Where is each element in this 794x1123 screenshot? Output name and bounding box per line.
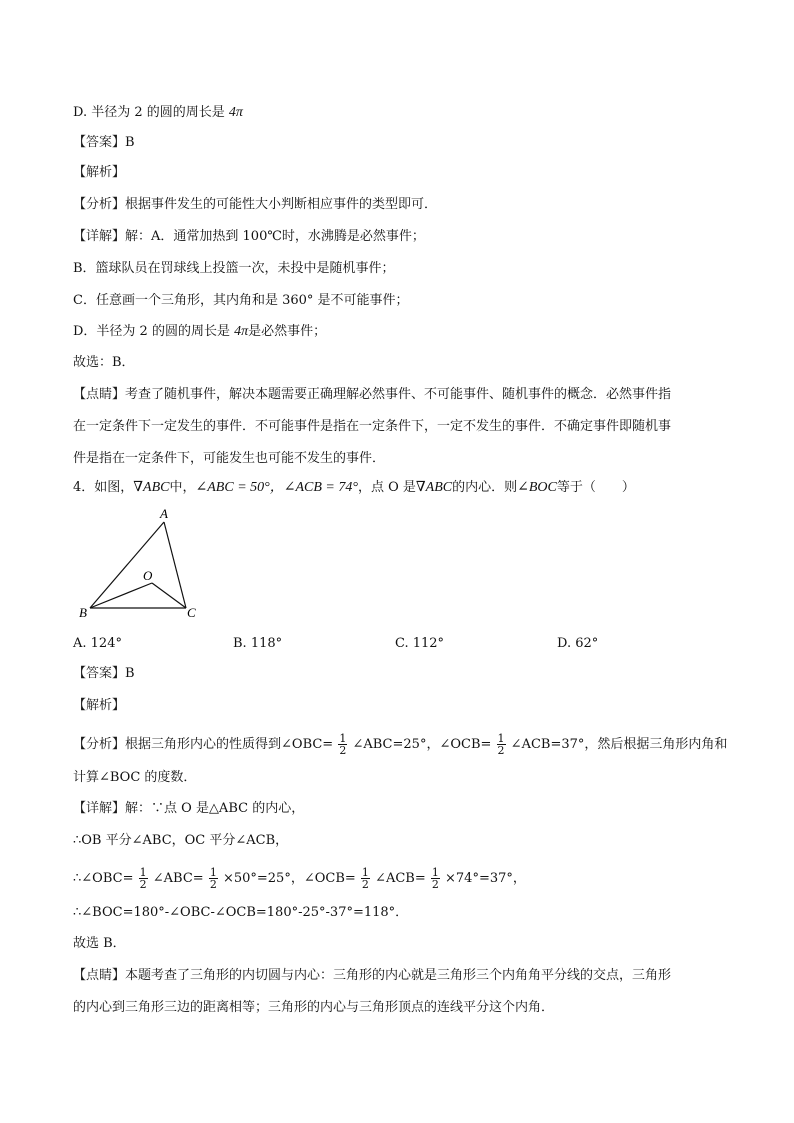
vertex-label-b: B [79,605,87,620]
option-d-line: D. 半径为 2 的圆的周长是 4π [73,105,243,120]
fraction-half: $\frac{1}{2}$ [497,732,505,757]
answer-line: 【答案】B [73,135,135,150]
incenter-label-o: O [143,568,153,583]
q4-fenxi-line: 【分析】根据三角形内心的性质得到∠OBC= $\frac{1}{2}$ ∠ABC=25°，∠OCB= $\frac{1}{2}$ ∠ACB=37°，然后根据三角形内角和 [73,732,728,757]
q4-fenxi-line-2: 计算∠BOC 的度数． [73,770,197,785]
options-row [73,635,633,653]
option-b: B. 118° [233,636,283,651]
q4-jiexi-heading: 【解析】 [73,698,126,713]
q4-choose-line: 故选 B． [73,936,126,951]
dianjing-line-2: 在一定条件下一定发生的事件．不可能事件是指在一定条件下，一定不发生的事件．不确定事件即随机事 [73,419,672,434]
vertex-label-c: C [187,605,196,620]
q4-xiangjie-line: 【详解】解：∵点 O 是△ABC 的内心， [73,801,305,816]
detail-line-d: D．半径为 2 的圆的周长是 4π是必然事件； [73,324,327,339]
option-a: A. 124° [73,636,122,651]
fraction-half: $\frac{1}{2}$ [139,866,147,891]
detail-line-c: C．任意画一个三角形，其内角和是 360° 是不可能事件； [73,293,409,308]
fenxi-line: 【分析】根据事件发生的可能性大小判断相应事件的类型即可． [73,197,438,212]
vertex-label-a: A [160,506,168,521]
q4-dianjing-line-2: 的内心到三角形三边的距离相等；三角形的内心与三角形顶点的连线平分这个内角． [73,1000,555,1015]
detail-line-b: B．篮球队员在罚球线上投篮一次，未投中是随机事件； [73,261,395,276]
dianjing-line-1: 【点睛】考查了随机事件，解决本题需要正确理解必然事件、不可能事件、随机事件的概念．必然事件指 [73,387,672,402]
side-ac [164,522,186,608]
fraction-half: $\frac{1}{2}$ [209,866,217,891]
segment-ob [90,583,152,608]
question-4-stem: 4．如图，∇ABC中，∠ABC = 50°，∠ACB = 74°，点 O 是∇ABC的内心．则∠BOC等于（ ） [73,480,635,495]
q4-detail-line-4: ∴∠BOC=180°-∠OBC-∠OCB=180°-25°-37°=118°． [73,905,409,920]
q4-detail-line-2: ∴OB 平分∠ABC，OC 平分∠ACB， [73,833,289,848]
fraction-half: $\frac{1}{2}$ [339,732,347,757]
q4-detail-line-3: ∴∠OBC= $\frac{1}{2}$ ∠ABC= $\frac{1}{2}$ ×50°=25°，∠OCB= $\frac{1}{2}$ ∠ACB= $\frac{1}{2}$ ×74°=37°， [73,866,526,891]
xiangjie-line: 【详解】解：A．通常加热到 100℃时，水沸腾是必然事件； [73,229,425,244]
side-ab [90,522,164,608]
option-d: D. 62° [557,636,599,651]
jiexi-heading: 【解析】 [73,165,126,180]
q4-dianjing-line-1: 【点睛】本题考查了三角形的内切圆与内心：三角形的内心就是三角形三个内角角平分线的交点，三角形 [73,968,672,983]
fraction-half: $\frac{1}{2}$ [431,866,439,891]
dianjing-line-3: 件是指在一定条件下，可能发生也可能不发生的事件． [73,451,386,466]
choose-line: 故选：B． [73,355,135,370]
option-c: C. 112° [395,636,445,651]
triangle-figure [70,505,220,623]
fraction-half: $\frac{1}{2}$ [361,866,369,891]
q4-answer-line: 【答案】B [73,666,135,681]
